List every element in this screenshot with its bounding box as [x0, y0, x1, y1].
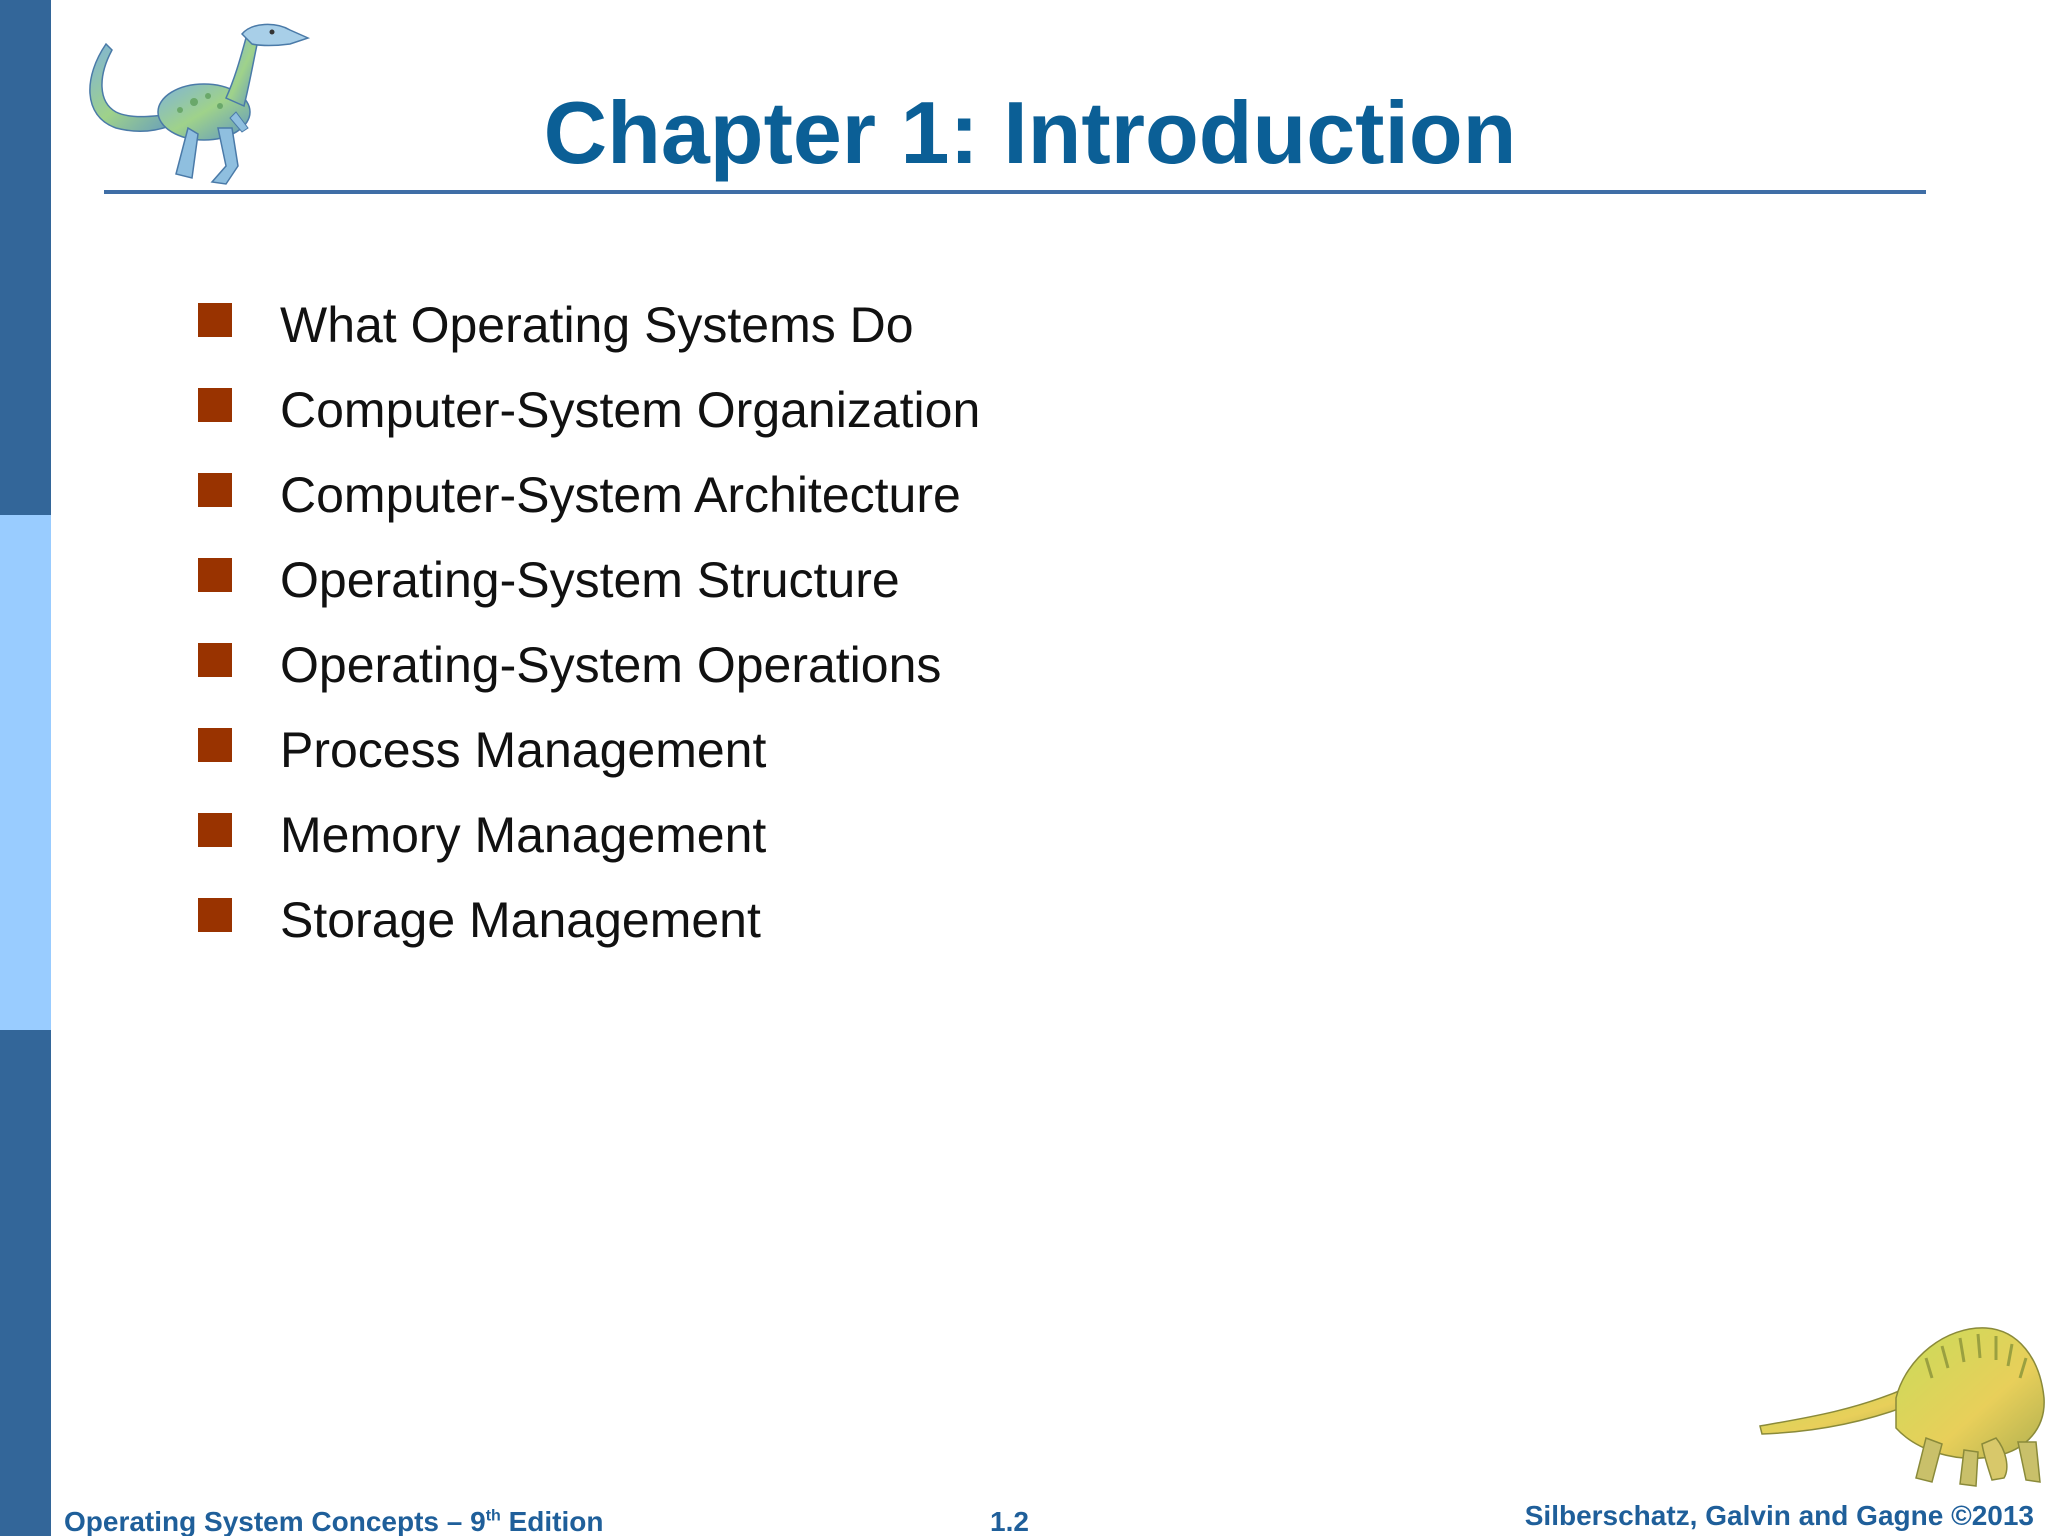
square-bullet-icon [198, 643, 232, 677]
bullet-item [198, 877, 980, 962]
square-bullet-icon [198, 558, 232, 592]
bullet-item [198, 792, 980, 877]
square-bullet-icon [198, 813, 232, 847]
bullet-text: Operating-System Operations [280, 636, 942, 693]
title-divider [104, 190, 1926, 194]
dinosaur-standing-icon [76, 16, 316, 194]
bullet-text: Storage Management [280, 891, 761, 948]
bullet-text: Memory Management [280, 806, 767, 863]
left-bar-bottom-segment [0, 1030, 51, 1536]
bullet-text: Computer-System Architecture [280, 466, 961, 523]
footer-book-suffix: Edition [500, 1506, 604, 1536]
bullet-item [198, 622, 980, 707]
bullet-item [198, 537, 980, 622]
bullet-item [198, 282, 980, 367]
square-bullet-icon [198, 898, 232, 932]
footer-book-title [64, 1506, 603, 1536]
slide-title: Chapter 1: Introduction [543, 83, 1517, 182]
left-accent-bar [0, 0, 51, 1536]
bullet-text: Computer-System Organization [280, 381, 981, 438]
left-bar-top-segment [0, 0, 51, 515]
bullet-list [198, 282, 980, 962]
bullet-text: What Operating Systems Do [280, 296, 914, 353]
left-bar-middle-segment [0, 515, 51, 1030]
dinosaur-crouching-icon [1756, 1318, 2048, 1494]
square-bullet-icon [198, 728, 232, 762]
bullet-item [198, 452, 980, 537]
footer-copyright: Silberschatz, Galvin and Gagne ©2013 [1524, 1500, 2034, 1531]
bullet-item [198, 367, 980, 452]
square-bullet-icon [198, 473, 232, 507]
bullet-item [198, 707, 980, 792]
bullet-text: Operating-System Structure [280, 551, 900, 608]
bullet-text: Process Management [280, 721, 767, 778]
footer-book-prefix: Operating System Concepts – 9 [64, 1506, 486, 1536]
square-bullet-icon [198, 388, 232, 422]
footer-book-superscript: th [485, 1507, 501, 1525]
square-bullet-icon [198, 303, 232, 337]
footer-page-number: 1.2 [990, 1506, 1029, 1536]
